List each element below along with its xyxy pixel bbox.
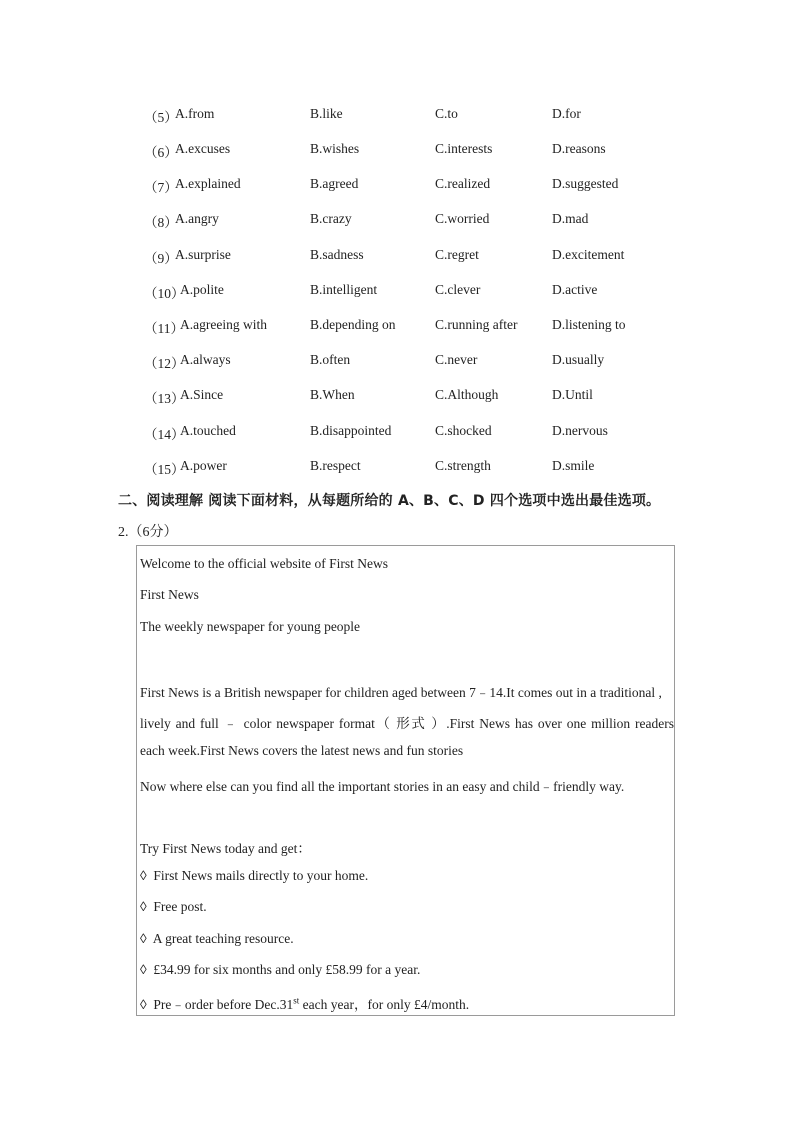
- option-row: [0, 176, 794, 196]
- option-c: C.running after: [435, 317, 518, 332]
- option-b: B.sadness: [310, 247, 364, 262]
- bullet-text: £34.99 for six months and only £58.99 for a year.: [153, 962, 421, 977]
- diamond-bullet-icon: ◊: [140, 962, 147, 977]
- option-a: A.from: [175, 106, 215, 121]
- diamond-bullet-icon: ◊: [140, 899, 147, 914]
- bullet-item: [140, 962, 420, 978]
- option-d: D.reasons: [552, 141, 606, 156]
- question-number: （12）: [144, 356, 185, 371]
- option-a: A.surprise: [175, 247, 231, 262]
- question-number: （14）: [144, 427, 185, 442]
- option-a: A.Since: [180, 387, 224, 402]
- option-a: A.power: [180, 458, 227, 473]
- option-row: [0, 317, 794, 337]
- option-b: B.like: [310, 106, 343, 121]
- question-number: （15）: [144, 462, 185, 477]
- question-number: （7）: [144, 180, 178, 195]
- passage-tagline: The weekly newspaper for young people: [140, 619, 361, 634]
- section-title: 二、阅读理解 阅读下面材料，从每题所给的 A、B、C、D 四个选项中选出最佳选项。: [118, 493, 661, 509]
- try-line: Try First News today and get：: [140, 841, 311, 856]
- bullet-item: [140, 931, 294, 947]
- option-b: B.depending on: [310, 317, 396, 332]
- passage-box: [136, 545, 675, 1016]
- option-c: C.worried: [435, 211, 490, 226]
- option-d: D.mad: [552, 211, 589, 226]
- option-a: A.touched: [180, 423, 236, 438]
- passage-text-line: lively and full ﹣ color newspaper format（ 形式 ）.First News has over one million readers: [140, 716, 674, 731]
- bullet-text-post: each year，for only £4/month.: [299, 997, 470, 1012]
- question-number: （13）: [144, 391, 185, 406]
- option-c: C.realized: [435, 176, 491, 191]
- option-c: C.interests: [435, 141, 493, 156]
- option-a: A.polite: [180, 282, 224, 297]
- question-number: （10）: [144, 286, 185, 301]
- option-row: [0, 423, 794, 443]
- option-b: B.disappointed: [310, 423, 392, 438]
- option-a: A.excuses: [175, 141, 231, 156]
- option-a: A.explained: [175, 176, 241, 191]
- question-number: （8）: [144, 215, 178, 230]
- bullet-text: Free post.: [153, 899, 207, 914]
- question-number: （11）: [144, 321, 184, 336]
- bullet-item: [140, 993, 469, 1013]
- option-row: [0, 282, 794, 302]
- passage-text-line: Now where else can you find all the important stories in an easy and child﹣friendly way.: [140, 779, 625, 794]
- option-row: [0, 247, 794, 267]
- option-c: C.clever: [435, 282, 481, 297]
- option-row: [0, 458, 794, 478]
- option-d: D.nervous: [552, 423, 608, 438]
- diamond-bullet-icon: ◊: [140, 997, 147, 1012]
- option-c: C.shocked: [435, 423, 492, 438]
- option-d: D.Until: [552, 387, 593, 402]
- option-c: C.regret: [435, 247, 479, 262]
- option-d: D.listening to: [552, 317, 626, 332]
- bullet-text-sup: st: [293, 995, 300, 1006]
- question-number: （9）: [144, 251, 178, 266]
- option-b: B.wishes: [310, 141, 360, 156]
- option-d: D.active: [552, 282, 598, 297]
- option-d: D.excitement: [552, 247, 625, 262]
- passage-brand: First News: [140, 587, 199, 602]
- option-b: B.When: [310, 387, 355, 402]
- option-b: B.agreed: [310, 176, 359, 191]
- option-d: D.usually: [552, 352, 605, 367]
- option-a: A.angry: [175, 211, 219, 226]
- option-row: [0, 352, 794, 372]
- option-b: B.often: [310, 352, 351, 367]
- passage-text-line: First News is a British newspaper for children aged between 7﹣14.It comes out in a traditional ,: [140, 685, 662, 700]
- passage-heading: Welcome to the official website of First News: [140, 556, 388, 571]
- bullet-text: A great teaching resource.: [152, 931, 294, 946]
- option-a: A.agreeing with: [180, 317, 267, 332]
- bullet-item: [140, 899, 207, 915]
- option-d: D.for: [552, 106, 581, 121]
- option-c: C.Although: [435, 387, 499, 402]
- option-row: [0, 141, 794, 161]
- option-d: D.suggested: [552, 176, 619, 191]
- diamond-bullet-icon: ◊: [140, 931, 147, 946]
- question-number: （5）: [144, 110, 178, 125]
- option-d: D.smile: [552, 458, 595, 473]
- question-label: 2.（6分）: [118, 525, 178, 540]
- option-b: B.intelligent: [310, 282, 378, 297]
- option-c: C.never: [435, 352, 478, 367]
- bullet-text: First News mails directly to your home.: [153, 868, 369, 883]
- option-a: A.always: [180, 352, 231, 367]
- option-row: [0, 106, 794, 126]
- option-b: B.crazy: [310, 211, 352, 226]
- diamond-bullet-icon: ◊: [140, 868, 147, 883]
- question-number: （6）: [144, 145, 178, 160]
- option-b: B.respect: [310, 458, 361, 473]
- bullet-item: [140, 868, 368, 884]
- option-c: C.to: [435, 106, 458, 121]
- option-row: [0, 211, 794, 231]
- passage-text-line: each week.First News covers the latest news and fun stories: [140, 743, 464, 758]
- option-c: C.strength: [435, 458, 491, 473]
- option-row: [0, 387, 794, 407]
- bullet-text-pre: Pre﹣order before Dec.31: [153, 997, 294, 1012]
